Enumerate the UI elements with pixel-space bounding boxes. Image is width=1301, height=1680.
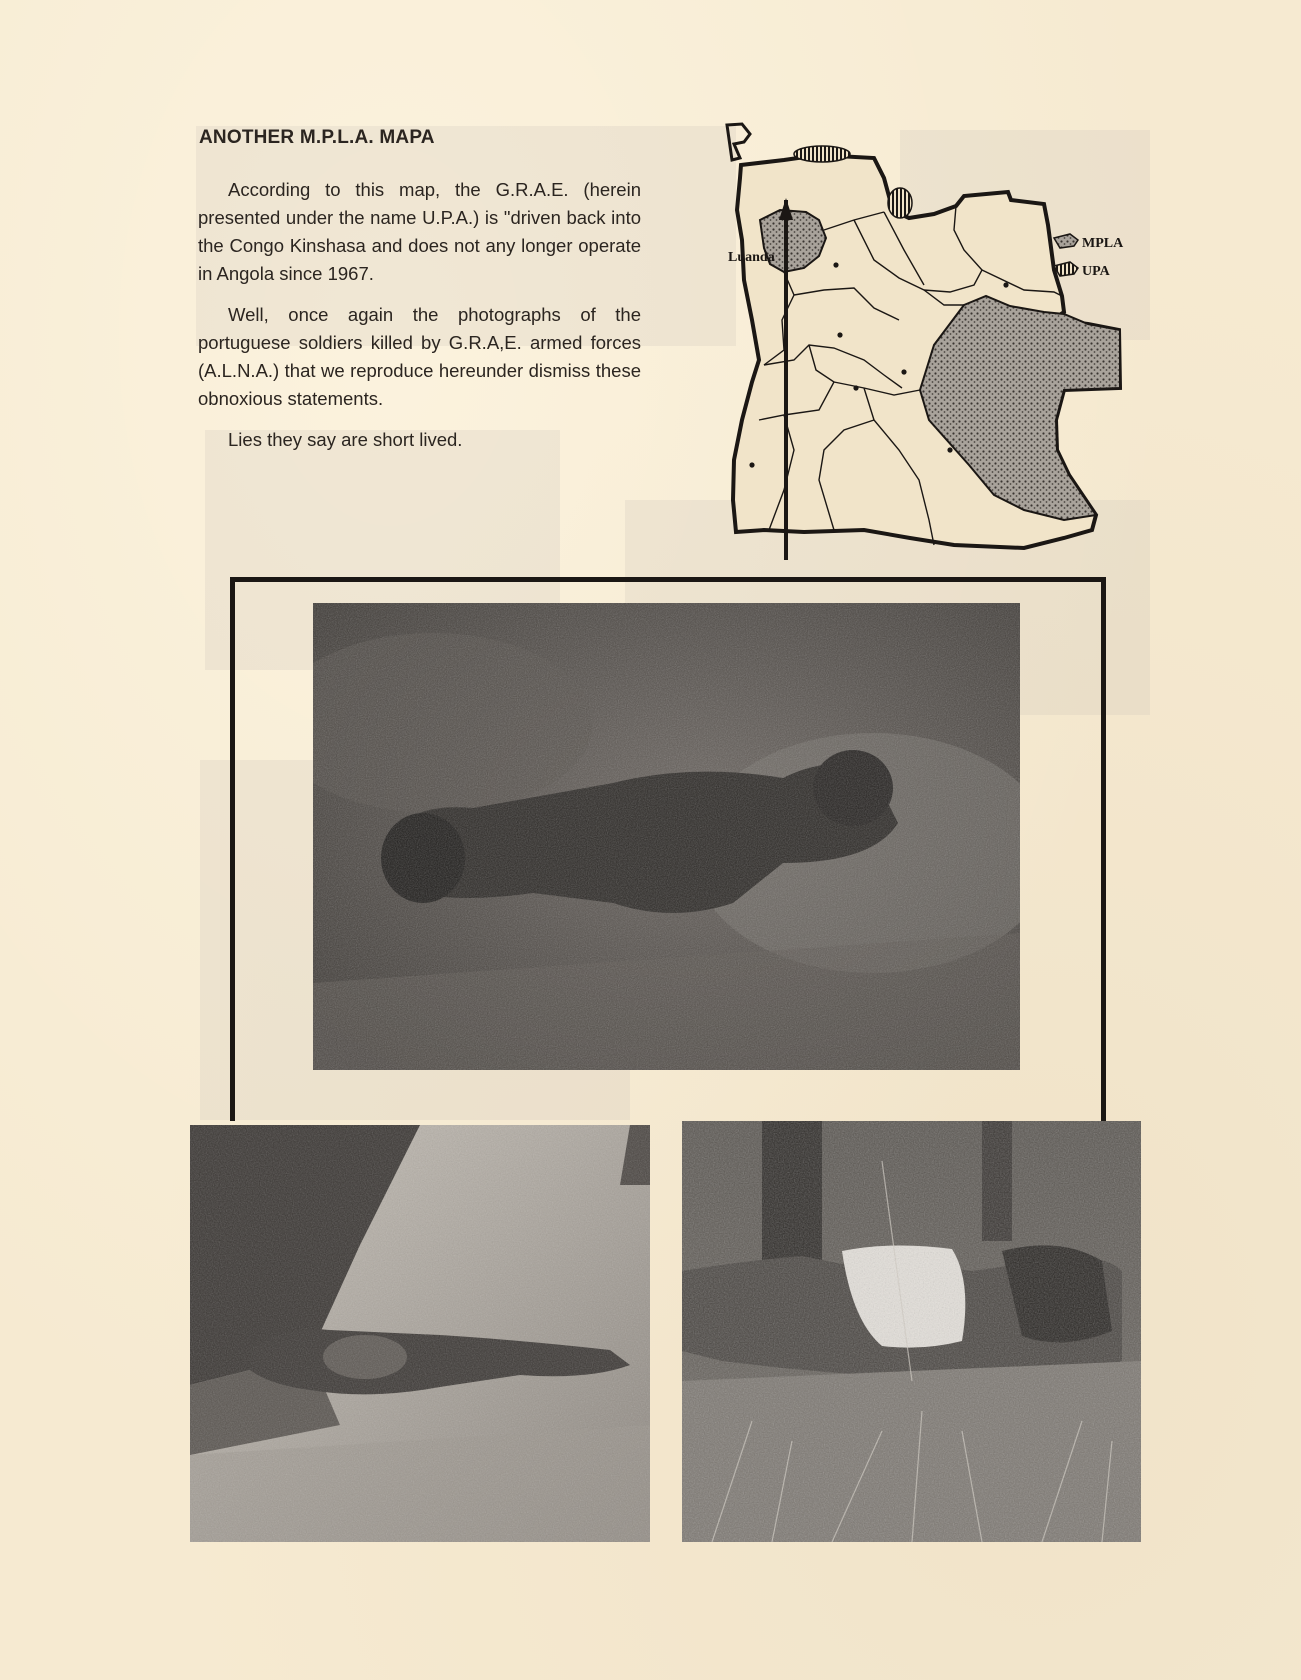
photo-image xyxy=(190,1125,650,1542)
map-graphic xyxy=(724,120,1154,560)
article-body xyxy=(198,176,641,467)
paragraph-1: According to this map, the G.R.A.E. (herein presented under the name U.P.A.) is "driven back into the Congo Kinshasa and does not any longer operate in Angola since 1967. xyxy=(198,179,641,284)
photo-body-in-grass xyxy=(682,1121,1141,1542)
map-city-label: Luanda xyxy=(728,250,775,265)
legend-label-mpla: MPLA xyxy=(1082,236,1124,251)
photo-image xyxy=(682,1121,1141,1542)
angola-map xyxy=(724,120,1154,560)
photo-body-on-road xyxy=(190,1125,650,1542)
photo-image xyxy=(313,603,1020,1070)
mpla-legend-swatch xyxy=(1054,234,1078,248)
article-title: ANOTHER M.P.L.A. MAPA xyxy=(199,127,435,148)
paragraph-3: Lies they say are short lived. xyxy=(228,429,463,450)
legend-label-upa: UPA xyxy=(1082,264,1110,279)
paragraph-2: Well, once again the photographs of the portuguese soldiers killed by G.R.A,E. armed forces (A.L.N.A.) that we reproduce hereunder dismiss these obnoxious statements. xyxy=(198,304,641,409)
map-legend xyxy=(1054,234,1124,279)
upa-legend-swatch xyxy=(1054,262,1078,276)
photo-soldier-on-ground xyxy=(313,603,1020,1070)
